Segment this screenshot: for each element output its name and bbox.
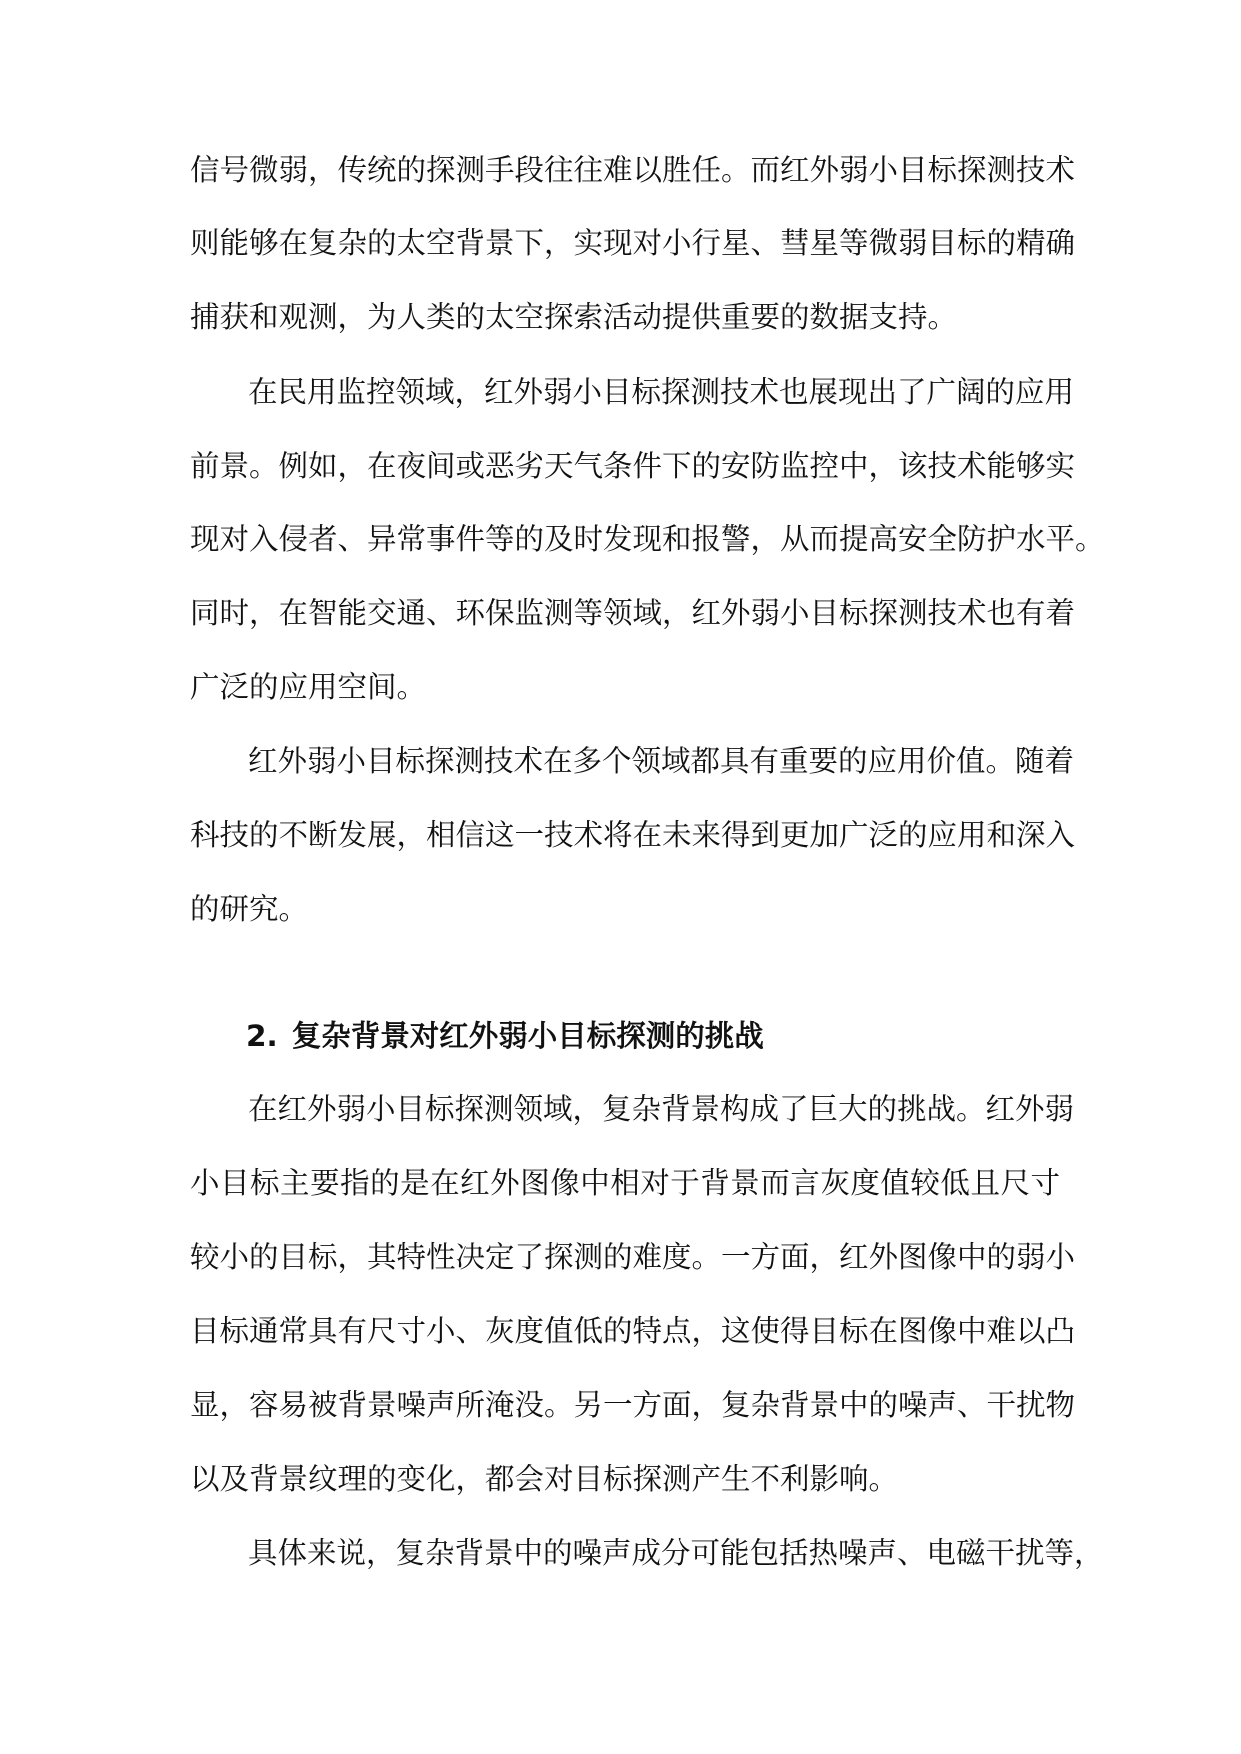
paragraph-line: 现对入侵者、异常事件等的及时发现和报警，从而提高安全防护水平。 [190, 522, 1105, 556]
paragraph-line: 科技的不断发展，相信这一技术将在未来得到更加广泛的应用和深入 [190, 818, 1076, 852]
paragraph-line: 在民用监控领域，红外弱小目标探测技术也展现出了广阔的应用 [248, 375, 1075, 409]
paragraph-line: 信号微弱，传统的探测手段往往难以胜任。而红外弱小目标探测技术 [190, 153, 1076, 187]
paragraph-line: 具体来说，复杂背景中的噪声成分可能包括热噪声、电磁干扰等， [248, 1536, 1104, 1570]
paragraph-line: 在红外弱小目标探测领域，复杂背景构成了巨大的挑战。红外弱 [248, 1092, 1075, 1126]
paragraph-line: 则能够在复杂的太空背景下，实现对小行星、彗星等微弱目标的精确 [190, 226, 1076, 260]
paragraph-line: 广泛的应用空间。 [190, 670, 427, 704]
paragraph-line: 显，容易被背景噪声所淹没。另一方面，复杂背景中的噪声、干扰物 [190, 1388, 1076, 1422]
paragraph-line: 较小的目标，其特性决定了探测的难度。一方面，红外图像中的弱小 [190, 1240, 1076, 1274]
section-title: 复杂背景对红外弱小目标探测的挑战 [291, 1019, 764, 1053]
paragraph-line: 同时，在智能交通、环保监测等领域，红外弱小目标探测技术也有着 [190, 596, 1076, 630]
paragraph-line: 以及背景纹理的变化，都会对目标探测产生不利影响。 [190, 1462, 899, 1496]
paragraph-line: 小目标主要指的是在红外图像中相对于背景而言灰度值较低且尺寸 [190, 1166, 1060, 1200]
paragraph-line: 目标通常具有尺寸小、灰度值低的特点，这使得目标在图像中难以凸 [190, 1314, 1076, 1348]
paragraph-line: 红外弱小目标探测技术在多个领域都具有重要的应用价值。随着 [248, 744, 1075, 778]
section-heading [246, 1016, 764, 1056]
paragraph-line: 的研究。 [190, 892, 309, 926]
paragraph-line: 前景。例如，在夜间或恶劣天气条件下的安防监控中，该技术能够实 [190, 449, 1076, 483]
paragraph-line: 捕获和观测，为人类的太空探索活动提供重要的数据支持。 [190, 300, 958, 334]
section-number: 2. [246, 1019, 278, 1053]
